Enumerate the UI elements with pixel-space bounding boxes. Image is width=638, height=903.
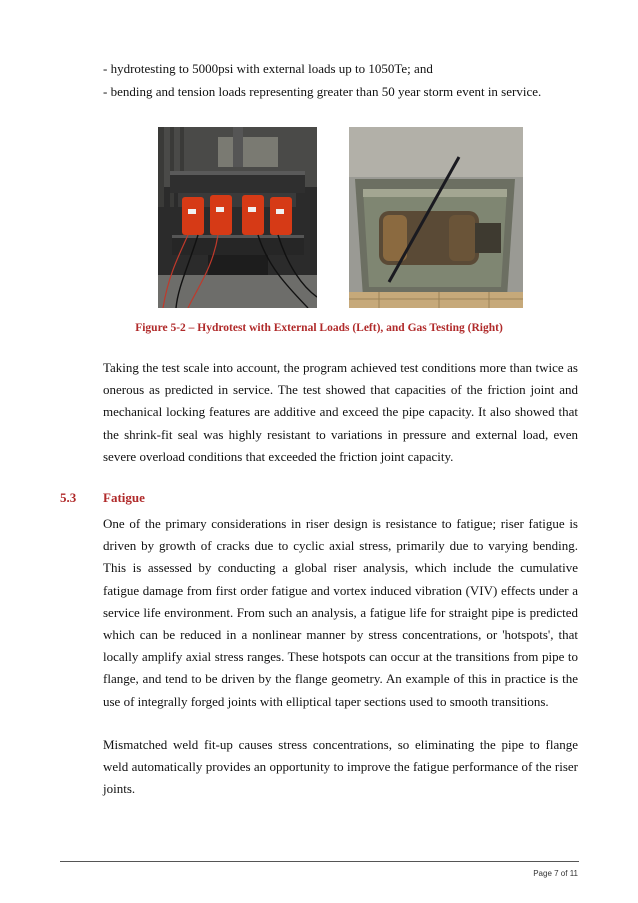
paragraph-fatigue-1: One of the primary considerations in riser design is resistance to fatigue; riser fatigue is driven by growth of cracks due to cyclic axial stress, primarily due to varying bending. This is assessed by conducting a global riser analysis, which include the cumulative fatigue damage from first order fatigue and vortex induced vibration (VIV) effects under a service life environment. From such an analysis, a fatigue life for straight pipe is predicted which can be reduced in a nonlinear manner by stress concentrations, or 'hotspots', that locally amplify axial stress ranges. These hotspots can occur at the transitions from pipe to flange, and tend to be driven by the flange geometry. An example of this in practice is the use of integrally forged joints with elliptical taper sections used to smooth transitions.	[103, 516, 578, 709]
section-number: 5.3	[60, 490, 77, 505]
bullet-bending-tension: - bending and tension loads representing greater than 50 year storm event in service.	[103, 84, 542, 99]
footer-divider	[60, 861, 579, 862]
hydrotest-photo	[158, 127, 317, 308]
gas-testing-photo	[349, 127, 523, 308]
paragraph-fatigue-2: Mismatched weld fit-up causes stress concentrations, so eliminating the pipe to flange weld automatically provides an opportunity to improve the fatigue performance of the riser joints.	[103, 737, 578, 797]
section-title: Fatigue	[103, 490, 145, 505]
page-number: Page 7 of 11	[533, 869, 578, 878]
bullet-hydrotesting: - hydrotesting to 5000psi with external loads up to 1050Te; and	[103, 61, 433, 76]
figure-caption: Figure 5-2 – Hydrotest with External Loads (Left), and Gas Testing (Right)	[135, 322, 503, 334]
paragraph-test-results: Taking the test scale into account, the program achieved test conditions more than twice as onerous as predicted in service. The test showed that capacities of the friction joint and mechanical locking features are additive and exceed the pipe capacity. It also showed that the shrink-fit seal was highly resistant to variations in pressure and external load, even severe overload conditions that exceeded the friction joint capacity.	[103, 360, 578, 464]
